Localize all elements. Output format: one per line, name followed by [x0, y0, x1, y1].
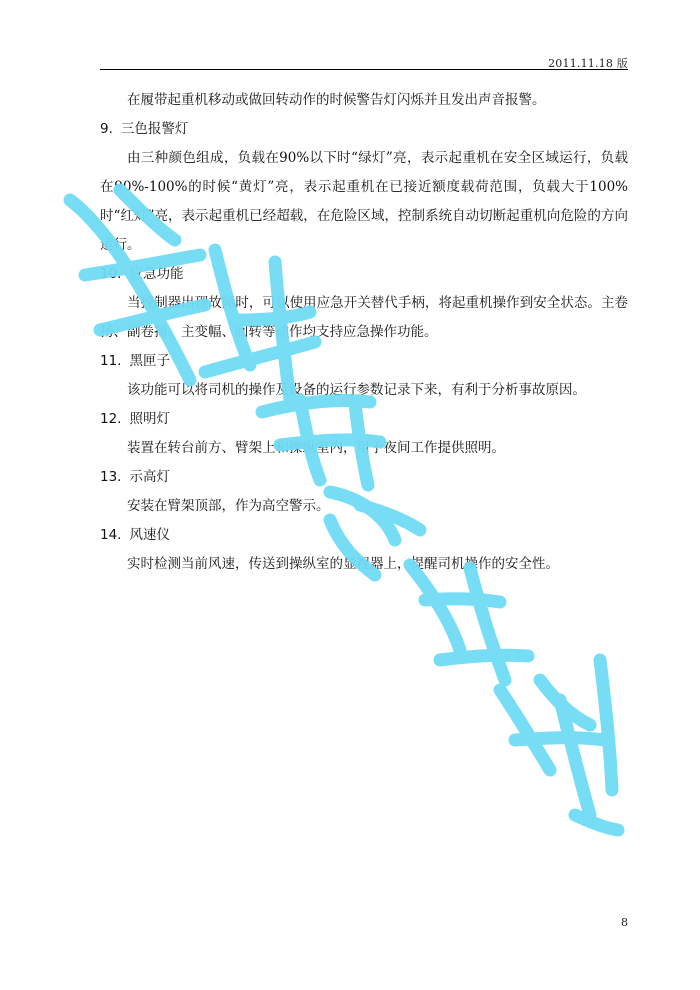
document-content: [100, 86, 628, 579]
section-body-9: 由三种颜色组成，负载在90%以下时“绿灯”亮，表示起重机在安全区域运行，负载在90%-100%的时候“黄灯”亮，表示起重机在已接近额度载荷范围，负载大于100%时“红灯”亮，表示起重机已经超载，在危险区域，控制系统自动切断起重机向危险的方向运行。: [100, 150, 628, 253]
watermark-stroke: [575, 815, 618, 830]
page-number: 8: [621, 916, 628, 929]
watermark-stroke: [600, 660, 612, 790]
watermark-stroke: [425, 599, 500, 602]
intro-paragraph: 在履带起重机移动或做回转动作的时候警告灯闪烁并且发出声音报警。: [127, 92, 546, 108]
section-number: 10.: [100, 266, 122, 282]
watermark-stroke: [540, 680, 590, 725]
section-number: 14.: [100, 527, 122, 543]
section-heading-13: [100, 463, 628, 492]
section-title: 示高灯: [129, 469, 170, 485]
section-heading-9: [100, 115, 628, 144]
section-number: 13.: [100, 469, 122, 485]
section-body-13: 安装在臂架顶部，作为高空警示。: [127, 498, 330, 514]
section-title: 黑匣子: [129, 353, 170, 369]
section-number: 9.: [100, 121, 113, 137]
watermark-stroke: [470, 568, 505, 680]
section-body-11: 该功能可以将司机的操作及设备的运行参数记录下来，有利于分析事故原因。: [127, 382, 586, 398]
section-heading-11: [100, 347, 628, 376]
section-heading-14: [100, 521, 628, 550]
section-title: 照明灯: [129, 411, 170, 427]
section-body-12: 装置在转台前方、臂架上和操纵室内，用于夜间工作提供照明。: [127, 440, 505, 456]
watermark-stroke: [560, 700, 590, 815]
header-rule: [100, 69, 628, 70]
section-title: 三色报警灯: [120, 121, 189, 137]
section-heading-12: [100, 405, 628, 434]
watermark-stroke: [515, 738, 605, 740]
section-title: 风速仪: [129, 527, 170, 543]
section-body-14: 实时检测当前风速，传送到操纵室的显视器上，提醒司机操作的安全性。: [127, 556, 559, 572]
section-body-10: 当控制器出现故障时，可以使用应急开关替代手柄，将起重机操作到安全状态。主卷扬、副卷扬、主变幅、回转等动作均支持应急操作功能。: [100, 295, 628, 340]
section-number: 11.: [100, 353, 122, 369]
section-number: 12.: [100, 411, 122, 427]
section-title: 应急功能: [129, 266, 184, 282]
watermark-stroke: [440, 655, 528, 660]
section-heading-10: [100, 260, 628, 289]
watermark-stroke: [500, 690, 550, 770]
header-version: 2011.11.18 版: [548, 57, 628, 70]
